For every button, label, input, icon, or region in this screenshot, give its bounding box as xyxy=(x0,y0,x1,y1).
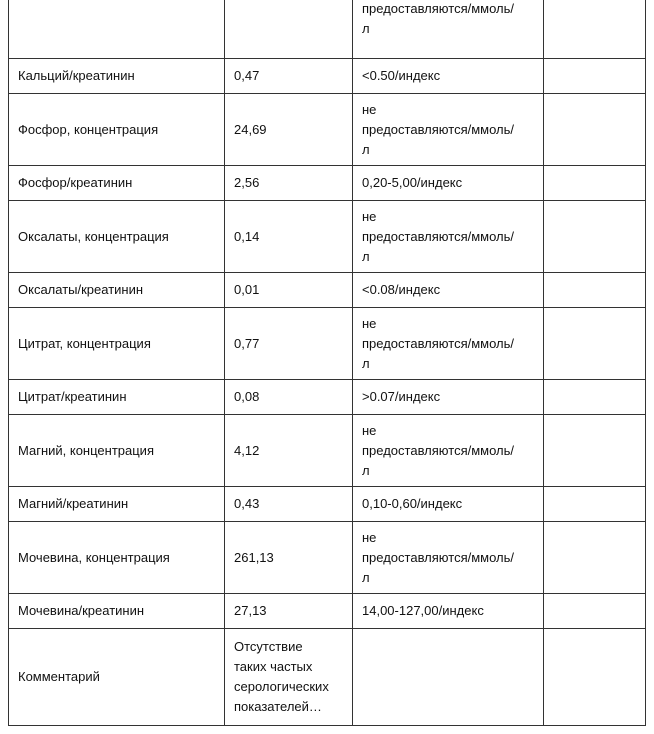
reference-range-line: не xyxy=(362,422,377,438)
reference-range-line: предоставляются/ммоль/ xyxy=(362,1,515,16)
reference-range-cell xyxy=(353,0,544,59)
reference-range-cell xyxy=(353,201,544,273)
reference-range-line: предоставляются/ммоль/ xyxy=(362,549,515,565)
result-value-cell: 0,47 xyxy=(225,59,353,94)
table-row xyxy=(9,273,646,308)
note-cell xyxy=(544,308,646,380)
reference-range-line: 0,10-0,60/индекс xyxy=(362,496,463,511)
table-row xyxy=(9,94,646,166)
reference-range-cell xyxy=(353,94,544,166)
result-value-cell: 0,77 xyxy=(225,308,353,380)
comment-text-line: таких частых xyxy=(234,659,313,674)
analyte-name-cell: Цитрат/креатинин xyxy=(9,380,225,415)
analyte-name-cell: Мочевина, концентрация xyxy=(9,522,225,594)
results-table xyxy=(8,0,646,726)
analyte-name-cell: Фосфор, концентрация xyxy=(9,94,225,166)
result-value-cell: 0,08 xyxy=(225,380,353,415)
reference-range-line: не xyxy=(362,315,377,331)
table-row xyxy=(9,166,646,201)
result-value-cell: 24,69 xyxy=(225,94,353,166)
table-row xyxy=(9,487,646,522)
analyte-name-cell: Фосфор/креатинин xyxy=(9,166,225,201)
result-value-cell: 0,43 xyxy=(225,487,353,522)
reference-range-line: л xyxy=(362,569,370,585)
reference-range-line: <0.08/индекс xyxy=(362,282,441,297)
note-cell xyxy=(544,522,646,594)
note-cell xyxy=(544,487,646,522)
analyte-name-cell: Мочевина/креатинин xyxy=(9,594,225,629)
result-value-cell: 2,56 xyxy=(225,166,353,201)
note-cell xyxy=(544,594,646,629)
analyte-name-cell: Оксалаты, концентрация xyxy=(9,201,225,273)
reference-range-line: л xyxy=(362,248,370,264)
reference-range-line: 14,00-127,00/индекс xyxy=(362,603,484,618)
result-value-cell: 0,14 xyxy=(225,201,353,273)
analyte-name-cell: Магний, концентрация xyxy=(9,415,225,487)
empty-cell xyxy=(544,629,646,726)
reference-range-line: не xyxy=(362,101,377,117)
analyte-name-cell: Цитрат, концентрация xyxy=(9,308,225,380)
result-value-cell: 4,12 xyxy=(225,415,353,487)
analyte-name-cell xyxy=(9,0,225,59)
table-row xyxy=(9,201,646,273)
note-cell xyxy=(544,166,646,201)
reference-range-cell xyxy=(353,380,544,415)
reference-range-line: л xyxy=(362,21,370,36)
comment-text xyxy=(225,629,353,726)
comment-text-line: показателей… xyxy=(234,699,322,714)
note-cell xyxy=(544,415,646,487)
table-row xyxy=(9,59,646,94)
empty-cell xyxy=(353,629,544,726)
reference-range-line: л xyxy=(362,355,370,371)
note-cell xyxy=(544,59,646,94)
result-value-cell: 261,13 xyxy=(225,522,353,594)
reference-range-line: не xyxy=(362,529,377,545)
note-cell xyxy=(544,201,646,273)
reference-range-line: не xyxy=(362,208,377,224)
reference-range-line: л xyxy=(362,141,370,157)
reference-range-line: предоставляются/ммоль/ xyxy=(362,228,515,244)
comment-label: Комментарий xyxy=(9,629,225,726)
reference-range-line: <0.50/индекс xyxy=(362,68,441,83)
comment-text-line: Отсутствие xyxy=(234,639,303,654)
reference-range-cell xyxy=(353,166,544,201)
reference-range-line: предоставляются/ммоль/ xyxy=(362,121,515,137)
reference-range-line: >0.07/индекс xyxy=(362,389,441,404)
note-cell xyxy=(544,94,646,166)
reference-range-cell xyxy=(353,594,544,629)
result-value-cell: 27,13 xyxy=(225,594,353,629)
table-row xyxy=(9,380,646,415)
reference-range-cell xyxy=(353,273,544,308)
reference-range-cell xyxy=(353,522,544,594)
analyte-name-cell: Магний/креатинин xyxy=(9,487,225,522)
table-row xyxy=(9,415,646,487)
reference-range-line: 0,20-5,00/индекс xyxy=(362,175,463,190)
analyte-name-cell: Кальций/креатинин xyxy=(9,59,225,94)
analyte-name-cell: Оксалаты/креатинин xyxy=(9,273,225,308)
note-cell xyxy=(544,273,646,308)
result-value-cell: 0,01 xyxy=(225,273,353,308)
note-cell xyxy=(544,0,646,59)
reference-range-cell xyxy=(353,415,544,487)
table-row-continued xyxy=(9,0,646,59)
table-row xyxy=(9,594,646,629)
reference-range-line: л xyxy=(362,462,370,478)
reference-range-line: предоставляются/ммоль/ xyxy=(362,442,515,458)
note-cell xyxy=(544,380,646,415)
results-table-body xyxy=(9,0,646,726)
comment-text-line: серологических xyxy=(234,679,329,694)
result-value-cell xyxy=(225,0,353,59)
reference-range-cell xyxy=(353,487,544,522)
reference-range-line: предоставляются/ммоль/ xyxy=(362,335,515,351)
reference-range-cell xyxy=(353,59,544,94)
comment-row xyxy=(9,629,646,726)
table-row xyxy=(9,308,646,380)
table-row xyxy=(9,522,646,594)
reference-range-cell xyxy=(353,308,544,380)
